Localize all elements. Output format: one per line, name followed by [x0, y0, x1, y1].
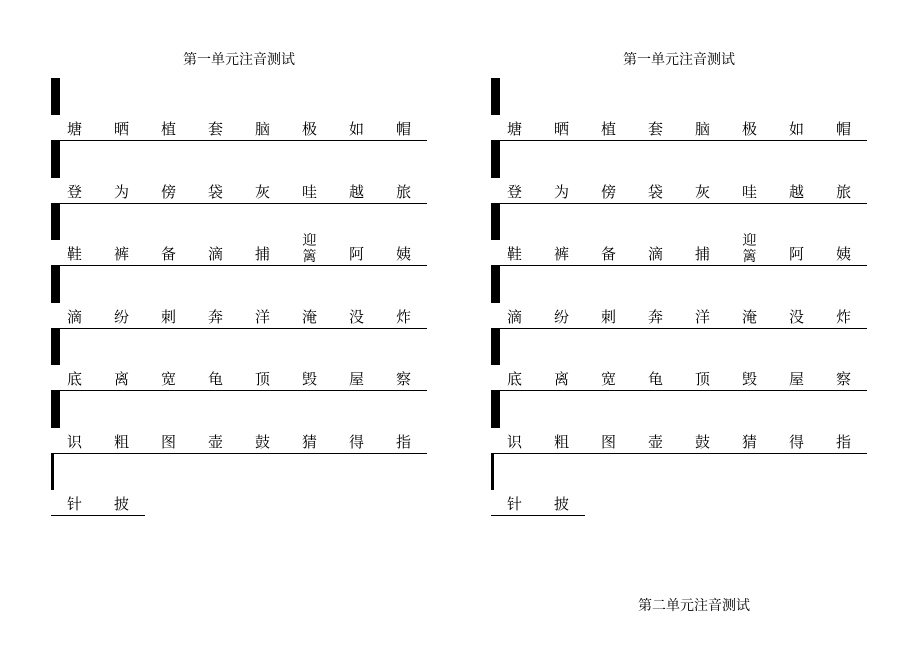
hanzi-character: 套 — [647, 120, 663, 138]
hanzi-character: 极 — [301, 120, 317, 138]
pinyin-writing-grid[interactable] — [491, 78, 500, 115]
pinyin-grid-cell[interactable] — [53, 466, 54, 478]
hanzi-character: 极 — [741, 120, 757, 138]
hanzi-character: 针 — [66, 495, 82, 513]
character-row — [51, 118, 427, 140]
pinyin-grid-cell[interactable] — [499, 403, 500, 415]
pinyin-grid-cell[interactable] — [499, 353, 500, 365]
answer-baseline — [491, 453, 867, 454]
hanzi-character: 识 — [506, 432, 522, 451]
hanzi-character: 龟 — [207, 370, 223, 388]
pinyin-grid-cell[interactable] — [499, 391, 500, 403]
hanzi-character: 植 — [600, 120, 616, 138]
hanzi-character: 旅 — [395, 182, 411, 201]
hanzi-character: 纷 — [553, 307, 569, 326]
pinyin-grid-cell[interactable] — [59, 278, 60, 290]
pinyin-writing-grid[interactable] — [51, 203, 60, 240]
hanzi-character: 旅 — [835, 182, 851, 201]
pinyin-grid-cell[interactable] — [499, 278, 500, 290]
answer-baseline — [491, 265, 867, 266]
answer-baseline — [491, 328, 867, 329]
hanzi-character: 龟 — [647, 370, 663, 388]
pinyin-writing-grid[interactable] — [51, 328, 60, 365]
pinyin-grid-cell[interactable] — [499, 228, 500, 240]
hanzi-character: 滴 — [66, 307, 82, 326]
hanzi-character: 洋 — [694, 307, 710, 326]
pinyin-grid-cell[interactable] — [59, 153, 60, 165]
hanzi-character: 姨 — [835, 245, 851, 263]
hanzi-character: 裤 — [113, 245, 129, 263]
pinyin-grid-cell[interactable] — [499, 204, 500, 216]
hanzi-character: 得 — [788, 432, 804, 451]
hanzi-character: 没 — [788, 307, 804, 326]
hanzi-character: 捕 — [694, 245, 710, 263]
hanzi-character: 为 — [553, 182, 569, 201]
hanzi-character: 傍 — [160, 182, 176, 201]
hanzi-character: 顶 — [694, 370, 710, 388]
hanzi-character: 迎 — [302, 233, 317, 249]
hanzi-character: 宽 — [160, 370, 176, 388]
answer-baseline — [491, 515, 585, 516]
pinyin-grid-cell[interactable] — [493, 454, 494, 466]
hanzi-character: 鼓 — [254, 432, 270, 451]
hanzi-character: 姨 — [395, 245, 411, 263]
hanzi-character: 备 — [160, 245, 176, 263]
pinyin-grid-cell[interactable] — [59, 165, 60, 177]
hanzi-character: 宽 — [600, 370, 616, 388]
hanzi-character: 灰 — [694, 182, 710, 201]
hanzi-character: 奔 — [647, 307, 663, 326]
hanzi-character: 灰 — [254, 182, 270, 201]
pinyin-writing-grid[interactable] — [51, 141, 60, 178]
hanzi-character: 察 — [835, 370, 851, 388]
hanzi-character: 图 — [600, 432, 616, 451]
pinyin-grid-cell[interactable] — [499, 266, 500, 278]
character-row — [51, 368, 427, 390]
character-row — [491, 181, 867, 203]
hanzi-character: 鞋 — [506, 245, 522, 263]
pinyin-writing-grid[interactable] — [491, 391, 500, 428]
hanzi-character: 指 — [395, 432, 411, 451]
character-row — [491, 306, 867, 328]
hanzi-character: 粗 — [113, 432, 129, 451]
pinyin-grid-cell[interactable] — [53, 478, 54, 490]
pinyin-grid-cell[interactable] — [493, 478, 494, 490]
pinyin-writing-grid[interactable] — [491, 203, 500, 240]
hanzi-character: 傍 — [600, 182, 616, 201]
hanzi-character: 阿 — [788, 245, 804, 263]
pinyin-writing-grid[interactable] — [51, 453, 54, 490]
hanzi-character: 哇 — [301, 182, 317, 201]
hanzi-character: 炸 — [395, 307, 411, 326]
hanzi-character: 袋 — [647, 182, 663, 201]
answer-baseline — [51, 140, 427, 141]
character-row — [491, 368, 867, 390]
hanzi-character: 滴 — [207, 245, 223, 263]
pinyin-grid-cell[interactable] — [499, 341, 500, 353]
hanzi-character: 篱 — [302, 249, 317, 265]
hanzi-character: 猜 — [301, 432, 317, 451]
sheet-title: 第一单元注音测试 — [623, 52, 735, 68]
pinyin-grid-cell[interactable] — [499, 79, 500, 91]
hanzi-character: 塘 — [66, 120, 82, 138]
character-row — [491, 431, 867, 453]
hanzi-character: 为 — [113, 182, 129, 201]
pinyin-writing-grid[interactable] — [51, 266, 60, 303]
pinyin-grid-cell[interactable] — [59, 329, 60, 341]
pinyin-grid-cell[interactable] — [499, 103, 500, 115]
pinyin-grid-cell[interactable] — [59, 290, 60, 302]
pinyin-grid-cell[interactable] — [59, 228, 60, 240]
pinyin-grid-cell[interactable] — [499, 91, 500, 103]
answer-baseline — [51, 515, 145, 516]
hanzi-character: 毁 — [301, 370, 317, 388]
character-row — [51, 233, 427, 265]
hanzi-character: 得 — [348, 432, 364, 451]
hanzi-character: 奔 — [207, 307, 223, 326]
pinyin-grid-cell[interactable] — [59, 216, 60, 228]
answer-baseline — [491, 390, 867, 391]
pinyin-grid-cell[interactable] — [59, 141, 60, 153]
hanzi-character: 壶 — [647, 432, 663, 451]
hanzi-character: 淹 — [301, 307, 317, 326]
character-row — [51, 493, 145, 515]
pinyin-writing-grid[interactable] — [51, 391, 60, 428]
hanzi-character: 篱 — [742, 249, 757, 265]
pinyin-grid-cell[interactable] — [59, 79, 60, 91]
hanzi-character: 察 — [395, 370, 411, 388]
hanzi-character: 晒 — [113, 120, 129, 138]
hanzi-character: 底 — [506, 370, 522, 388]
pinyin-grid-cell[interactable] — [493, 466, 494, 478]
character-row — [51, 181, 427, 203]
pinyin-grid-cell[interactable] — [59, 415, 60, 427]
hanzi-character: 刺 — [160, 307, 176, 326]
hanzi-character: 淹 — [741, 307, 757, 326]
answer-baseline — [51, 453, 427, 454]
hanzi-character — [286, 234, 333, 265]
hanzi-character: 登 — [66, 182, 82, 201]
character-row — [491, 118, 867, 140]
hanzi-character: 越 — [788, 182, 804, 201]
hanzi-character: 裤 — [553, 245, 569, 263]
sheet-title: 第一单元注音测试 — [183, 52, 295, 68]
pinyin-writing-grid[interactable] — [491, 266, 500, 303]
hanzi-character: 刺 — [600, 307, 616, 326]
pinyin-grid-cell[interactable] — [499, 141, 500, 153]
hanzi-character: 脑 — [254, 120, 270, 138]
pinyin-grid-cell[interactable] — [59, 204, 60, 216]
pinyin-grid-cell[interactable] — [59, 341, 60, 353]
hanzi-character: 如 — [348, 120, 364, 138]
pinyin-grid-cell[interactable] — [59, 403, 60, 415]
hanzi-character: 猜 — [741, 432, 757, 451]
pinyin-grid-cell[interactable] — [499, 216, 500, 228]
hanzi-character: 屋 — [348, 370, 364, 388]
pinyin-grid-cell[interactable] — [499, 415, 500, 427]
hanzi-character: 屋 — [788, 370, 804, 388]
hanzi-character: 离 — [113, 370, 129, 388]
answer-baseline — [51, 265, 427, 266]
hanzi-character: 底 — [66, 370, 82, 388]
hanzi-character: 帽 — [835, 120, 851, 138]
hanzi-character — [726, 234, 773, 265]
pinyin-writing-grid[interactable] — [491, 328, 500, 365]
answer-baseline — [51, 328, 427, 329]
hanzi-character: 离 — [553, 370, 569, 388]
hanzi-character: 套 — [207, 120, 223, 138]
hanzi-character: 袋 — [207, 182, 223, 201]
hanzi-character: 帽 — [395, 120, 411, 138]
hanzi-character: 迎 — [742, 233, 757, 249]
hanzi-character: 壶 — [207, 432, 223, 451]
hanzi-character: 脑 — [694, 120, 710, 138]
hanzi-character: 滴 — [647, 245, 663, 263]
hanzi-character: 塘 — [506, 120, 522, 138]
hanzi-character: 针 — [506, 495, 522, 513]
answer-baseline — [491, 203, 867, 204]
hanzi-character: 滴 — [506, 307, 522, 326]
character-row — [491, 233, 867, 265]
hanzi-character: 指 — [835, 432, 851, 451]
hanzi-character: 没 — [348, 307, 364, 326]
hanzi-character: 越 — [348, 182, 364, 201]
hanzi-character: 顶 — [254, 370, 270, 388]
hanzi-character: 晒 — [553, 120, 569, 138]
pinyin-grid-cell[interactable] — [59, 391, 60, 403]
pinyin-writing-grid[interactable] — [51, 78, 60, 115]
hanzi-character: 识 — [66, 432, 82, 451]
hanzi-character: 图 — [160, 432, 176, 451]
pinyin-grid-cell[interactable] — [499, 329, 500, 341]
character-row — [51, 306, 427, 328]
hanzi-character: 披 — [553, 495, 569, 513]
hanzi-character: 如 — [788, 120, 804, 138]
hanzi-character: 备 — [600, 245, 616, 263]
hanzi-character: 粗 — [553, 432, 569, 451]
character-row — [51, 431, 427, 453]
pinyin-grid-cell[interactable] — [59, 353, 60, 365]
hanzi-character: 哇 — [741, 182, 757, 201]
pinyin-grid-cell[interactable] — [59, 266, 60, 278]
pinyin-grid-cell[interactable] — [59, 91, 60, 103]
answer-baseline — [51, 203, 427, 204]
answer-baseline — [51, 390, 427, 391]
pinyin-grid-cell[interactable] — [499, 165, 500, 177]
character-row — [491, 493, 585, 515]
answer-baseline — [491, 140, 867, 141]
next-unit-title: 第二单元注音测试 — [638, 598, 750, 614]
hanzi-character: 纷 — [113, 307, 129, 326]
pinyin-grid-cell[interactable] — [59, 103, 60, 115]
pinyin-writing-grid[interactable] — [491, 141, 500, 178]
hanzi-character: 登 — [506, 182, 522, 201]
pinyin-writing-grid[interactable] — [491, 453, 494, 490]
hanzi-character: 披 — [113, 495, 129, 513]
hanzi-character: 毁 — [741, 370, 757, 388]
hanzi-character: 捕 — [254, 245, 270, 263]
pinyin-grid-cell[interactable] — [499, 290, 500, 302]
pinyin-grid-cell[interactable] — [53, 454, 54, 466]
pinyin-grid-cell[interactable] — [499, 153, 500, 165]
hanzi-character: 鞋 — [66, 245, 82, 263]
hanzi-character: 洋 — [254, 307, 270, 326]
hanzi-character: 鼓 — [694, 432, 710, 451]
hanzi-character: 阿 — [348, 245, 364, 263]
hanzi-character: 炸 — [835, 307, 851, 326]
hanzi-character: 植 — [160, 120, 176, 138]
